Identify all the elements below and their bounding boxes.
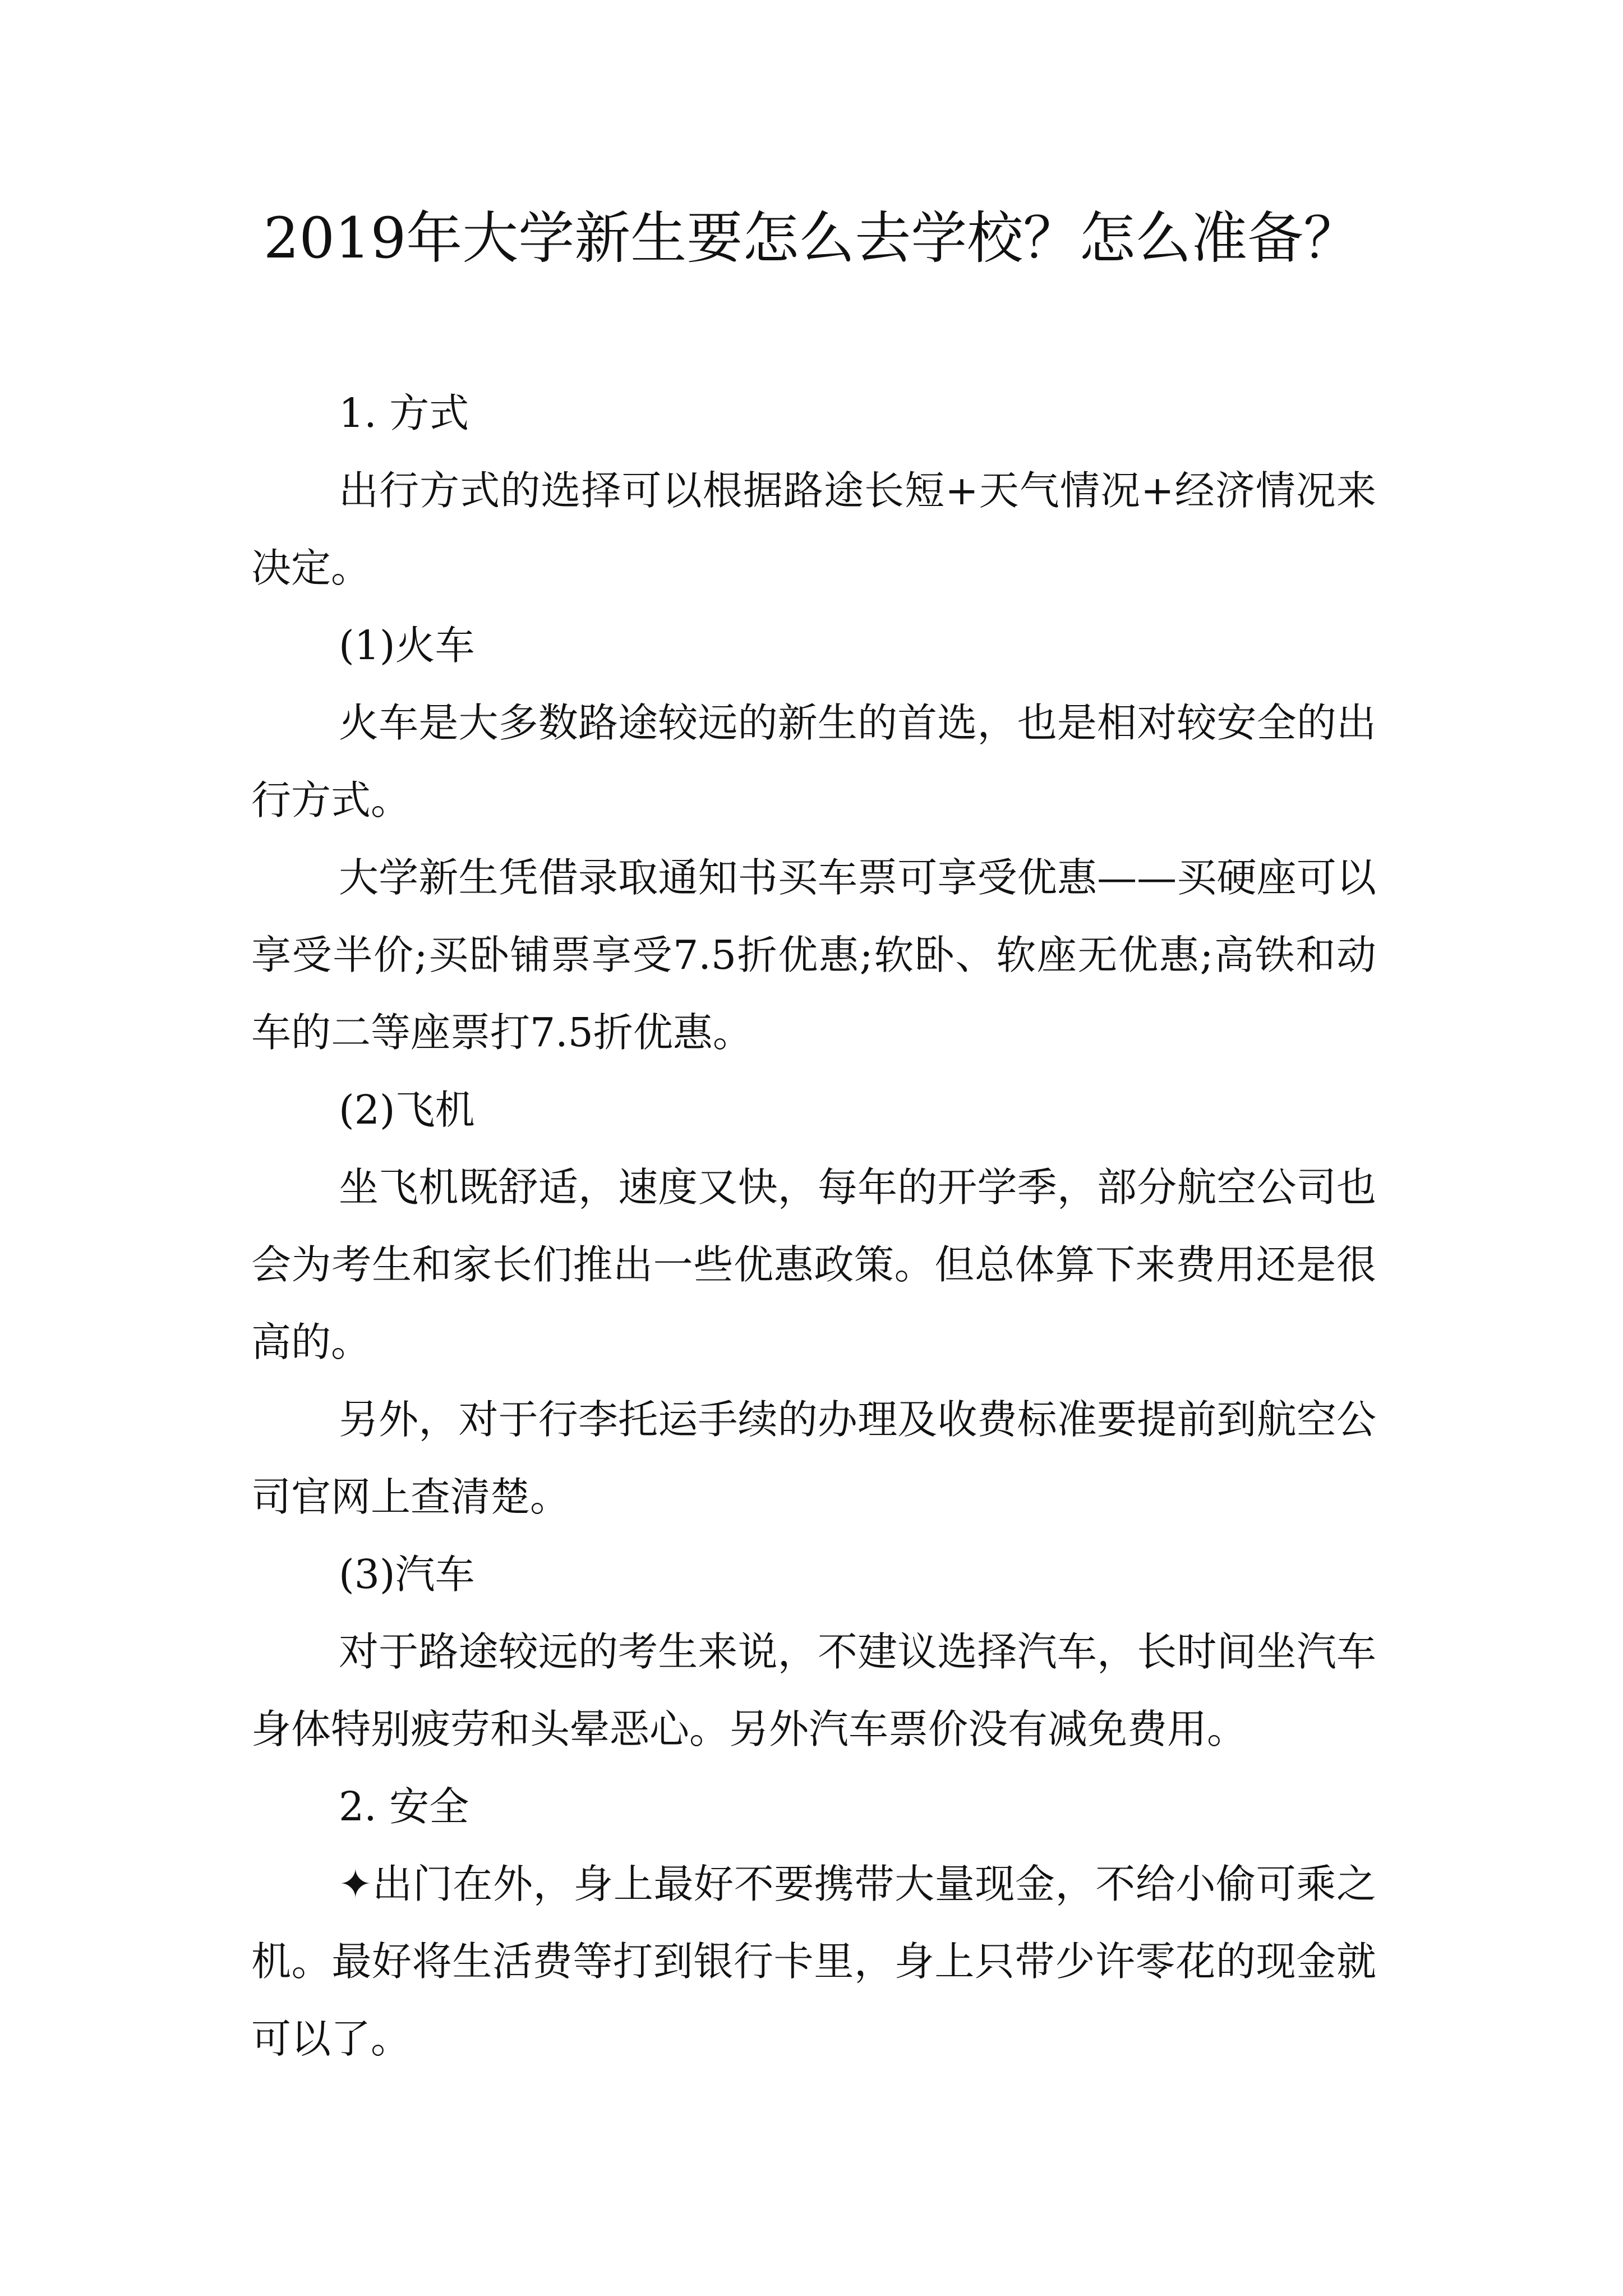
paragraph-bus: 对于路途较远的考生来说，不建议选择汽车，长时间坐汽车身体特别疲劳和头晕恶心。另外汽车票价没有减免费用。 — [251, 1628, 1376, 1752]
paragraph-plane-luggage: 另外，对于行李托运手续的办理及收费标准要提前到航空公司官网上查清楚。 — [251, 1396, 1376, 1520]
subheading-train: (1)火车 — [339, 622, 475, 669]
paragraph-plane-intro: 坐飞机既舒适，速度又快，每年的开学季，部分航空公司也会为考生和家长们推出一些优惠政策。但总体算下来费用还是很高的。 — [251, 1164, 1376, 1365]
document-title: 2019年大学新生要怎么去学校？怎么准备？ — [263, 205, 1360, 271]
paragraph-train-intro: 火车是大多数路途较远的新生的首选，也是相对较安全的出行方式。 — [251, 700, 1376, 823]
paragraph-travel-choice: 出行方式的选择可以根据路途长短+天气情况+经济情况来决定。 — [251, 467, 1376, 591]
subheading-plane: (2)飞机 — [339, 1087, 475, 1133]
document-body — [251, 375, 1376, 2078]
paragraph-safety-cash: ✦出门在外，身上最好不要携带大量现金，不给小偷可乘之机。最好将生活费等打到银行卡里，身上只带少许零花的现金就可以了。 — [251, 1861, 1376, 2062]
paragraph-train-discount: 大学新生凭借录取通知书买车票可享受优惠——买硬座可以享受半价;买卧铺票享受7.5折优惠;软卧、软座无优惠;高铁和动车的二等座票打7.5折优惠。 — [251, 854, 1376, 1056]
section-heading-method: 1. 方式 — [339, 390, 469, 436]
subheading-bus: (3)汽车 — [339, 1551, 475, 1598]
section-heading-safety: 2. 安全 — [339, 1783, 469, 1830]
